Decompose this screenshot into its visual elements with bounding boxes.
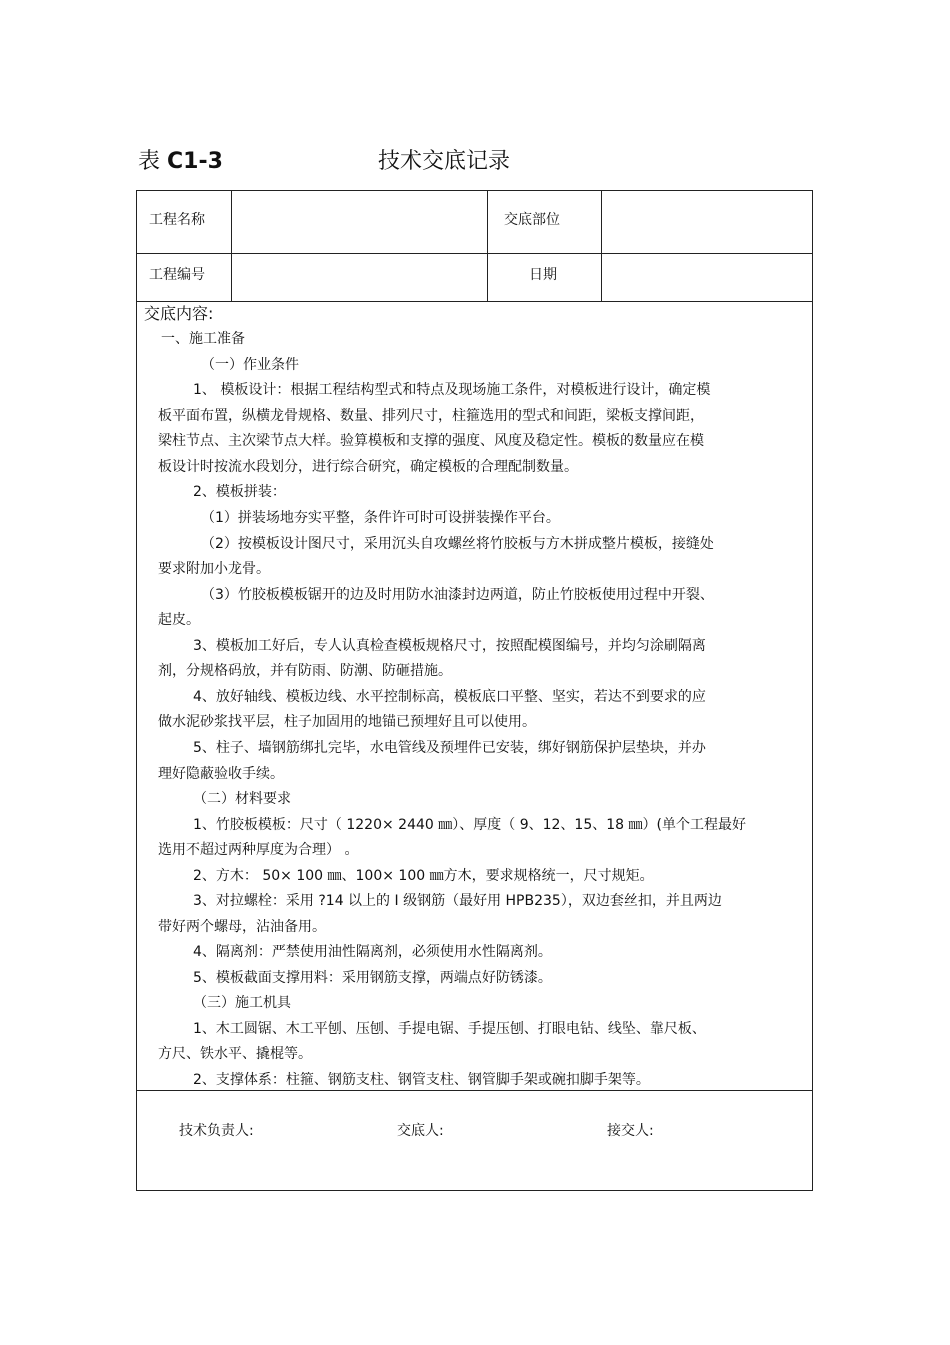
content-line: 3、对拉螺栓：采用 ?14 以上的 I 级钢筋（最好用 HPB235），双边套丝扣，并且两边 [193,893,722,909]
project-no-label: 工程编号 [149,267,205,283]
content-line: 2、方木： 50× 100 ㎜、100× 100 ㎜方木，要求规格统一，尺寸规矩。 [193,868,654,884]
content-line: 2、模板拼装： [193,484,286,500]
content-line: 板设计时按流水段划分，进行综合研究，确定模板的合理配制数量。 [158,459,578,475]
content-line: 2、支撑体系：柱箍、钢筋支柱、钢管支柱、钢管脚手架或碗扣脚手架等。 [193,1072,650,1088]
content-line: 5、柱子、墙钢筋绑扎完毕，水电管线及预埋件已安装，绑好钢筋保护层垫块，并办 [193,740,706,756]
project-name-label: 工程名称 [149,212,205,228]
discloser-signature[interactable]: 交底人: [397,1123,444,1139]
content-heading: 交底内容: [144,304,214,323]
form-prefix: 表 [138,149,161,174]
content-line: 选用不超过两种厚度为合理） 。 [158,842,359,858]
receiver-signature[interactable]: 接交人: [607,1123,654,1139]
content-line: （3）竹胶板模板锯开的边及时用防水油漆封边两道，防止竹胶板使用过程中开裂、 [201,587,714,603]
content-line: 方尺、铁水平、撬棍等。 [158,1046,312,1062]
disclosure-form [136,190,813,1191]
content-line: （三）施工机具 [193,995,291,1011]
content-line: （一）作业条件 [201,357,299,373]
content-line: 剂，分规格码放，并有防雨、防潮、防砸措施。 [158,663,452,679]
document-title: 技术交底记录 [378,149,511,174]
form-number: C1-3 [167,149,223,174]
content-line: 4、放好轴线、模板边线、水平控制标高，模板底口平整、坚实，若达不到要求的应 [193,689,706,705]
content-line: （1）拼装场地夯实平整，条件许可时可设拼装操作平台。 [201,510,560,526]
col-divider [231,191,232,301]
row-divider [137,301,812,302]
content-line: 理好隐蔽验收手续。 [158,766,284,782]
content-line: 板平面布置，纵横龙骨规格、数量、排列尺寸，柱箍选用的型式和间距，梁板支撑间距， [158,408,704,424]
content-line: 一、施工准备 [161,331,245,347]
content-line: （2）按模板设计图尺寸，采用沉头自攻螺丝将竹胶板与方木拼成整片模板，接缝处 [201,536,714,552]
content-line: 带好两个螺母，沾油备用。 [158,919,326,935]
content-line: 要求附加小龙骨。 [158,561,270,577]
content-line: 做水泥砂浆找平层，柱子加固用的地锚已预埋好且可以使用。 [158,714,536,730]
row-divider [137,253,812,254]
content-line: 4、隔离剂：严禁使用油性隔离剂，必须使用水性隔离剂。 [193,944,552,960]
content-line: （二）材料要求 [193,791,291,807]
content-line: 起皮。 [158,612,200,628]
content-line: 1、 模板设计：根据工程结构型式和特点及现场施工条件，对模板进行设计，确定模 [193,382,711,398]
content-line: 1、木工圆锯、木工平刨、压刨、手提电锯、手提压刨、打眼电钻、线坠、靠尺板、 [193,1021,706,1037]
content-line: 1、竹胶板模板：尺寸（ 1220× 2440 ㎜）、厚度（ 9、12、15、18 ㎜）(单个工程最好 [193,817,746,833]
form-code [138,146,223,178]
tech-lead-signature[interactable]: 技术负责人: [179,1123,254,1139]
content-line: 5、模板截面支撑用料：采用钢筋支撑，两端点好防锈漆。 [193,970,552,986]
content-line: 梁柱节点、主次梁节点大样。验算模板和支撑的强度、风度及稳定性。模板的数量应在模 [158,433,704,449]
col-divider [487,191,488,301]
part-label: 交底部位 [504,212,560,228]
col-divider [601,191,602,301]
date-label: 日期 [529,267,557,283]
row-divider [137,1090,812,1091]
content-line: 3、模板加工好后，专人认真检查模板规格尺寸，按照配模图编号，并均匀涂刷隔离 [193,638,706,654]
